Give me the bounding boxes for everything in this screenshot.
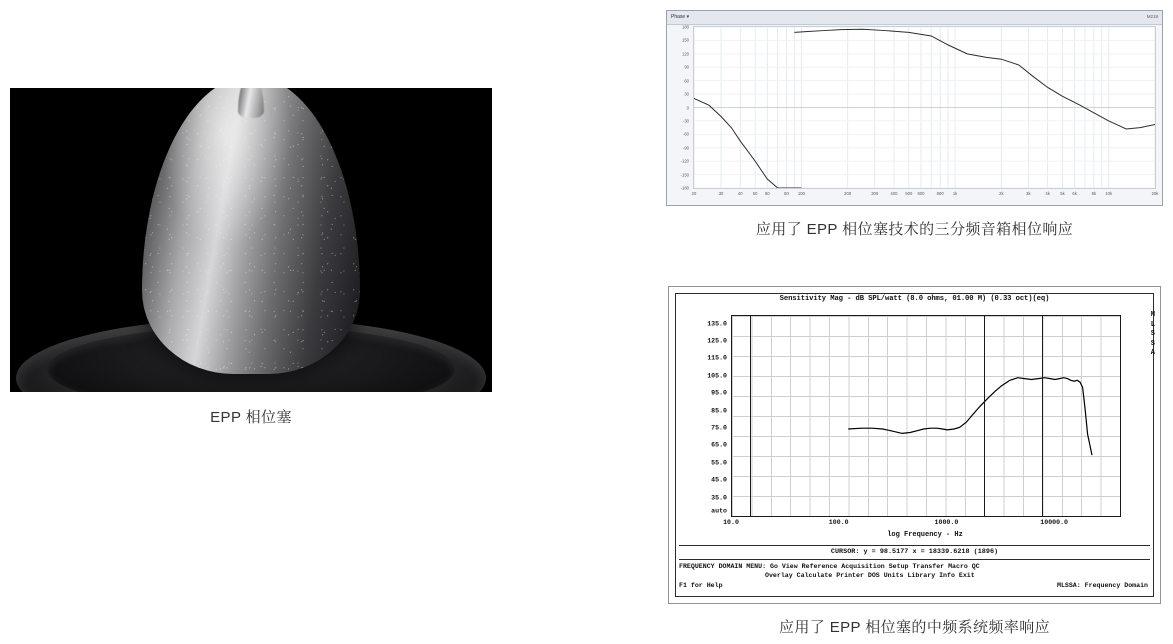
phase-y-tick: -90 xyxy=(682,145,689,151)
phase-y-tick: -120 xyxy=(680,158,689,164)
phase-response-figure xyxy=(666,10,1163,239)
phase-chart-x-axis xyxy=(691,191,1159,202)
mlssa-cursor-readout: CURSOR: y = 98.5177 x = 18339.6218 (1896) xyxy=(830,548,999,556)
phase-x-tick: 10k xyxy=(1105,191,1113,196)
phase-x-tick: 60 xyxy=(764,191,770,196)
mlssa-y-tick: 105.0 xyxy=(707,372,727,380)
phase-y-tick: 60 xyxy=(684,78,689,84)
phase-chart-svg xyxy=(694,27,1155,188)
photo-caption: EPP 相位塞 xyxy=(210,409,292,426)
phase-response-caption: 应用了 EPP 相位塞技术的三分频音箱相位响应 xyxy=(755,221,1074,238)
epp-phase-plug-photo xyxy=(10,88,492,392)
phase-chart-y-axis xyxy=(669,26,691,189)
mlssa-cursor-line-b xyxy=(1042,316,1043,516)
phase-response-chart xyxy=(666,10,1163,206)
phase-plug-body xyxy=(142,88,360,374)
phase-x-tick: 3k xyxy=(1026,191,1031,196)
phase-y-tick: 0 xyxy=(686,105,689,110)
phase-y-tick: 90 xyxy=(684,64,689,70)
phase-x-tick: 500 xyxy=(905,191,913,196)
mlssa-chart-title: Sensitivity Mag - dB SPL/watt (8.0 ohms, 01.00 M) (0.33 oct)(eq) xyxy=(779,295,1050,303)
mlssa-y-tick: 115.0 xyxy=(707,354,727,362)
phase-x-tick: 5k xyxy=(1060,191,1065,196)
phase-x-tick: 20k xyxy=(1151,191,1159,196)
phase-plug-tip xyxy=(238,88,264,118)
mlssa-x-tick: 100.0 xyxy=(828,519,849,526)
phase-chart-gridlines xyxy=(694,27,1155,188)
phase-y-tick: 150 xyxy=(682,37,689,43)
phase-x-tick: 80 xyxy=(784,191,789,196)
phase-y-tick: 120 xyxy=(682,51,689,57)
mlssa-help-hint[interactable]: F1 for Help xyxy=(679,582,723,589)
mlssa-status-label: MLSSA: Frequency Domain xyxy=(1056,582,1148,589)
mlssa-cursor-line-a xyxy=(984,316,985,516)
mlssa-chart-svg xyxy=(732,316,1120,516)
mlssa-x-tick: 1000.0 xyxy=(934,519,959,526)
mlssa-y-tick: 135.0 xyxy=(707,320,727,328)
phase-chart-toolbar-label[interactable]: Phase ▾ xyxy=(671,14,690,20)
phase-x-tick: 600 xyxy=(917,191,925,196)
phase-x-tick: 30 xyxy=(718,191,724,196)
phase-plug-texture xyxy=(142,88,360,374)
phase-y-tick: 180 xyxy=(682,24,689,30)
phase-x-tick: 100 xyxy=(797,191,805,196)
mlssa-x-tick: 10000.0 xyxy=(1040,519,1068,526)
mlssa-menu-line-2[interactable]: Overlay Calculate Printer DOS Units Library Info Exit xyxy=(765,572,975,579)
mlssa-y-tick: 35.0 xyxy=(711,494,727,502)
mlssa-y-tick: 95.0 xyxy=(711,389,727,397)
phase-x-tick: 200 xyxy=(844,191,852,196)
phase-x-tick: 40 xyxy=(737,191,743,196)
mlssa-y-tick: 75.0 xyxy=(711,424,727,432)
mlssa-y-tick: 45.0 xyxy=(711,476,727,484)
phase-y-tick: -30 xyxy=(682,118,689,124)
mlssa-y-axis xyxy=(675,315,729,515)
phase-y-tick: -180 xyxy=(680,185,689,191)
mlssa-y-tick: auto xyxy=(711,507,727,515)
mlssa-x-axis-title: log Frequency - Hz xyxy=(887,531,963,539)
phase-chart-toolbar[interactable] xyxy=(667,11,1162,25)
mlssa-y-tick: 55.0 xyxy=(711,459,727,467)
phase-x-tick: 800 xyxy=(936,191,944,196)
phase-x-tick: 2k xyxy=(999,191,1004,196)
phase-x-tick: 20 xyxy=(691,191,697,196)
mlssa-y-tick: 125.0 xyxy=(707,337,727,345)
epp-phase-plug-figure xyxy=(10,88,492,427)
mlssa-response-caption: 应用了 EPP 相位塞的中频系统频率响应 xyxy=(778,619,1051,636)
phase-x-tick: 4k xyxy=(1045,191,1050,196)
mlssa-left-marker-line xyxy=(750,316,751,516)
mlssa-divider-bottom xyxy=(679,559,1150,560)
mlssa-plot-area xyxy=(731,315,1121,517)
phase-x-tick: 8k xyxy=(1091,191,1097,196)
mlssa-frequency-response-figure xyxy=(668,286,1161,637)
mlssa-chart-series xyxy=(848,378,1092,455)
phase-x-tick: 6k xyxy=(1072,191,1077,196)
phase-chart-toolbar-right-label: M218 xyxy=(1146,14,1158,19)
phase-x-tick: 400 xyxy=(890,191,898,196)
mlssa-y-tick: 65.0 xyxy=(711,441,727,449)
phase-y-tick: -150 xyxy=(680,172,689,178)
phase-x-tick: 300 xyxy=(871,191,879,196)
mlssa-x-tick: 10.0 xyxy=(723,519,739,526)
phase-chart-series xyxy=(694,29,1155,188)
phase-x-tick: 1k xyxy=(952,191,958,196)
mlssa-divider-top xyxy=(679,545,1150,546)
mlssa-frequency-response-chart xyxy=(668,286,1161,604)
mlssa-menu-line-1[interactable]: FREQUENCY DOMAIN MENU: Go View Reference Acquisition Setup Transfer Macro QC xyxy=(679,563,980,570)
phase-x-tick: 50 xyxy=(752,191,758,196)
mlssa-y-tick: 85.0 xyxy=(711,407,727,415)
mlssa-x-axis xyxy=(723,519,1119,529)
phase-y-tick: 30 xyxy=(684,91,689,97)
phase-chart-plot-area xyxy=(693,26,1156,189)
mlssa-side-label-text: M L S S A xyxy=(1150,311,1155,357)
phase-y-tick: -60 xyxy=(682,131,689,137)
mlssa-side-label xyxy=(1151,311,1155,359)
